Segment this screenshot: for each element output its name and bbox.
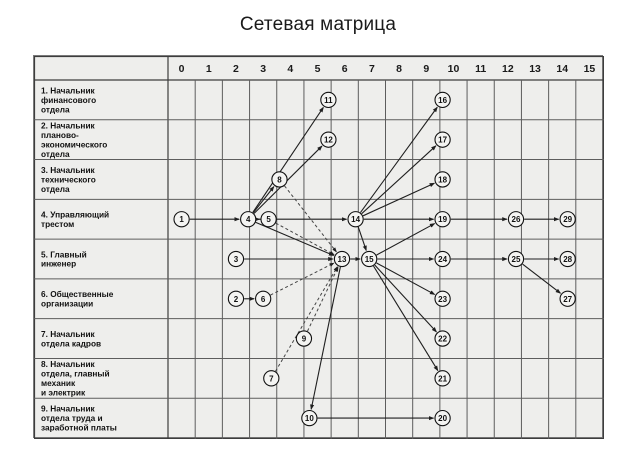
column-header: 13: [529, 63, 541, 75]
svg-text:23: 23: [438, 294, 448, 304]
svg-text:6: 6: [260, 294, 266, 304]
event-node: [261, 212, 276, 227]
column-header: 2: [233, 63, 239, 75]
svg-text:трестом: трестом: [41, 218, 75, 229]
svg-text:5: 5: [266, 215, 271, 225]
row-label: [41, 404, 117, 433]
svg-text:9. Начальник: 9. Начальник: [41, 403, 95, 414]
network-matrix: [33, 55, 603, 438]
svg-text:13: 13: [337, 255, 347, 264]
edge: [254, 146, 322, 213]
svg-text:21: 21: [438, 374, 448, 384]
event-node: [435, 331, 450, 346]
page-title: Сетевая матрица: [239, 14, 397, 35]
svg-text:24: 24: [438, 255, 448, 264]
event-node: [348, 212, 363, 227]
svg-text:экономического: экономического: [41, 139, 108, 150]
event-node: [560, 212, 575, 227]
event-node: [302, 411, 317, 426]
svg-text:7: 7: [269, 374, 274, 384]
event-node: [174, 212, 189, 227]
event-node: [272, 172, 287, 187]
event-node: [228, 251, 243, 266]
svg-text:заработной платы: заработной платы: [41, 422, 117, 433]
svg-text:механик: механик: [41, 378, 76, 389]
svg-text:14: 14: [351, 215, 361, 225]
matrix-canvas: [34, 56, 604, 439]
svg-text:4. Управляющий: 4. Управляющий: [41, 209, 110, 220]
row-label: [41, 249, 87, 268]
svg-text:6. Общественные: 6. Общественные: [41, 289, 114, 300]
event-node: [508, 251, 523, 266]
event-node: [435, 251, 450, 266]
column-header: 1: [205, 63, 212, 75]
column-header: 15: [583, 63, 596, 75]
svg-text:планово-: планово-: [41, 129, 79, 140]
svg-text:18: 18: [438, 175, 448, 185]
event-node: [256, 291, 271, 306]
svg-text:27: 27: [563, 294, 573, 304]
svg-text:22: 22: [438, 334, 448, 344]
event-node: [435, 411, 450, 426]
svg-text:15: 15: [364, 255, 374, 264]
svg-text:16: 16: [438, 95, 448, 105]
column-header: 5: [314, 63, 321, 75]
event-node: [334, 251, 349, 266]
svg-text:5. Главный: 5. Главный: [41, 249, 87, 260]
edge: [375, 265, 437, 332]
svg-text:финансового: финансового: [41, 94, 97, 105]
svg-text:7. Начальник: 7. Начальник: [41, 328, 95, 339]
event-node: [435, 212, 450, 227]
column-header: 0: [178, 63, 185, 75]
svg-text:технического: технического: [41, 174, 96, 185]
event-node: [435, 291, 450, 306]
svg-text:17: 17: [438, 135, 448, 145]
svg-text:отдела кадров: отдела кадров: [41, 338, 102, 349]
event-node: [560, 291, 575, 306]
event-node: [435, 92, 450, 107]
svg-text:10: 10: [304, 414, 314, 424]
column-header: 11: [475, 63, 487, 75]
row-label: [41, 85, 96, 114]
svg-text:4: 4: [245, 215, 251, 225]
svg-text:3. Начальник: 3. Начальник: [41, 165, 95, 176]
event-node: [435, 132, 450, 147]
column-header: 14: [556, 63, 569, 75]
svg-text:отдела: отдела: [41, 148, 70, 159]
event-node: [321, 132, 336, 147]
svg-text:8. Начальник: 8. Начальник: [41, 359, 95, 370]
svg-text:26: 26: [511, 215, 521, 225]
node-layer: [174, 92, 575, 425]
svg-text:12: 12: [323, 135, 333, 145]
event-node: [508, 212, 523, 227]
edge: [362, 146, 436, 214]
event-node: [264, 371, 279, 386]
svg-text:инженер: инженер: [41, 258, 77, 269]
svg-text:3: 3: [233, 255, 239, 264]
event-node: [296, 331, 311, 346]
row-labels: [41, 85, 117, 432]
row-label: [41, 289, 114, 308]
svg-text:отдела труда и: отдела труда и: [41, 413, 103, 424]
svg-text:29: 29: [563, 215, 573, 225]
svg-text:28: 28: [563, 255, 573, 264]
column-header: 8: [396, 63, 403, 75]
svg-text:2. Начальник: 2. Начальник: [41, 120, 95, 131]
svg-text:1: 1: [179, 215, 184, 225]
column-header: 12: [502, 63, 514, 75]
svg-text:2: 2: [233, 294, 239, 304]
event-node: [241, 212, 256, 227]
event-node: [228, 291, 243, 306]
event-node: [435, 172, 450, 187]
svg-text:20: 20: [438, 414, 448, 424]
svg-text:отдела: отдела: [41, 104, 70, 115]
svg-text:отдела, главный: отдела, главный: [41, 368, 110, 379]
event-node: [362, 251, 377, 266]
svg-text:и электрик: и электрик: [41, 387, 86, 398]
event-node: [560, 251, 575, 266]
svg-text:1. Начальник: 1. Начальник: [41, 85, 95, 96]
column-header: 7: [368, 63, 375, 75]
svg-text:отдела: отдела: [41, 183, 70, 194]
column-header: 10: [447, 63, 460, 75]
svg-text:19: 19: [438, 215, 448, 225]
column-header: 9: [423, 63, 430, 75]
event-node: [435, 371, 450, 386]
svg-text:25: 25: [511, 255, 521, 264]
column-header: 4: [287, 63, 294, 75]
svg-text:11: 11: [324, 95, 333, 105]
row-label: [41, 165, 96, 194]
edge: [311, 267, 340, 409]
column-header: 3: [260, 63, 267, 75]
row-label: [41, 121, 107, 159]
row-label: [41, 329, 101, 348]
svg-text:организации: организации: [41, 298, 94, 309]
svg-text:9: 9: [301, 334, 307, 344]
event-node: [321, 92, 336, 107]
svg-text:8: 8: [277, 175, 282, 185]
row-label: [41, 359, 110, 397]
column-headers: [179, 63, 596, 75]
row-label: [41, 210, 109, 229]
column-header: 6: [341, 63, 348, 75]
